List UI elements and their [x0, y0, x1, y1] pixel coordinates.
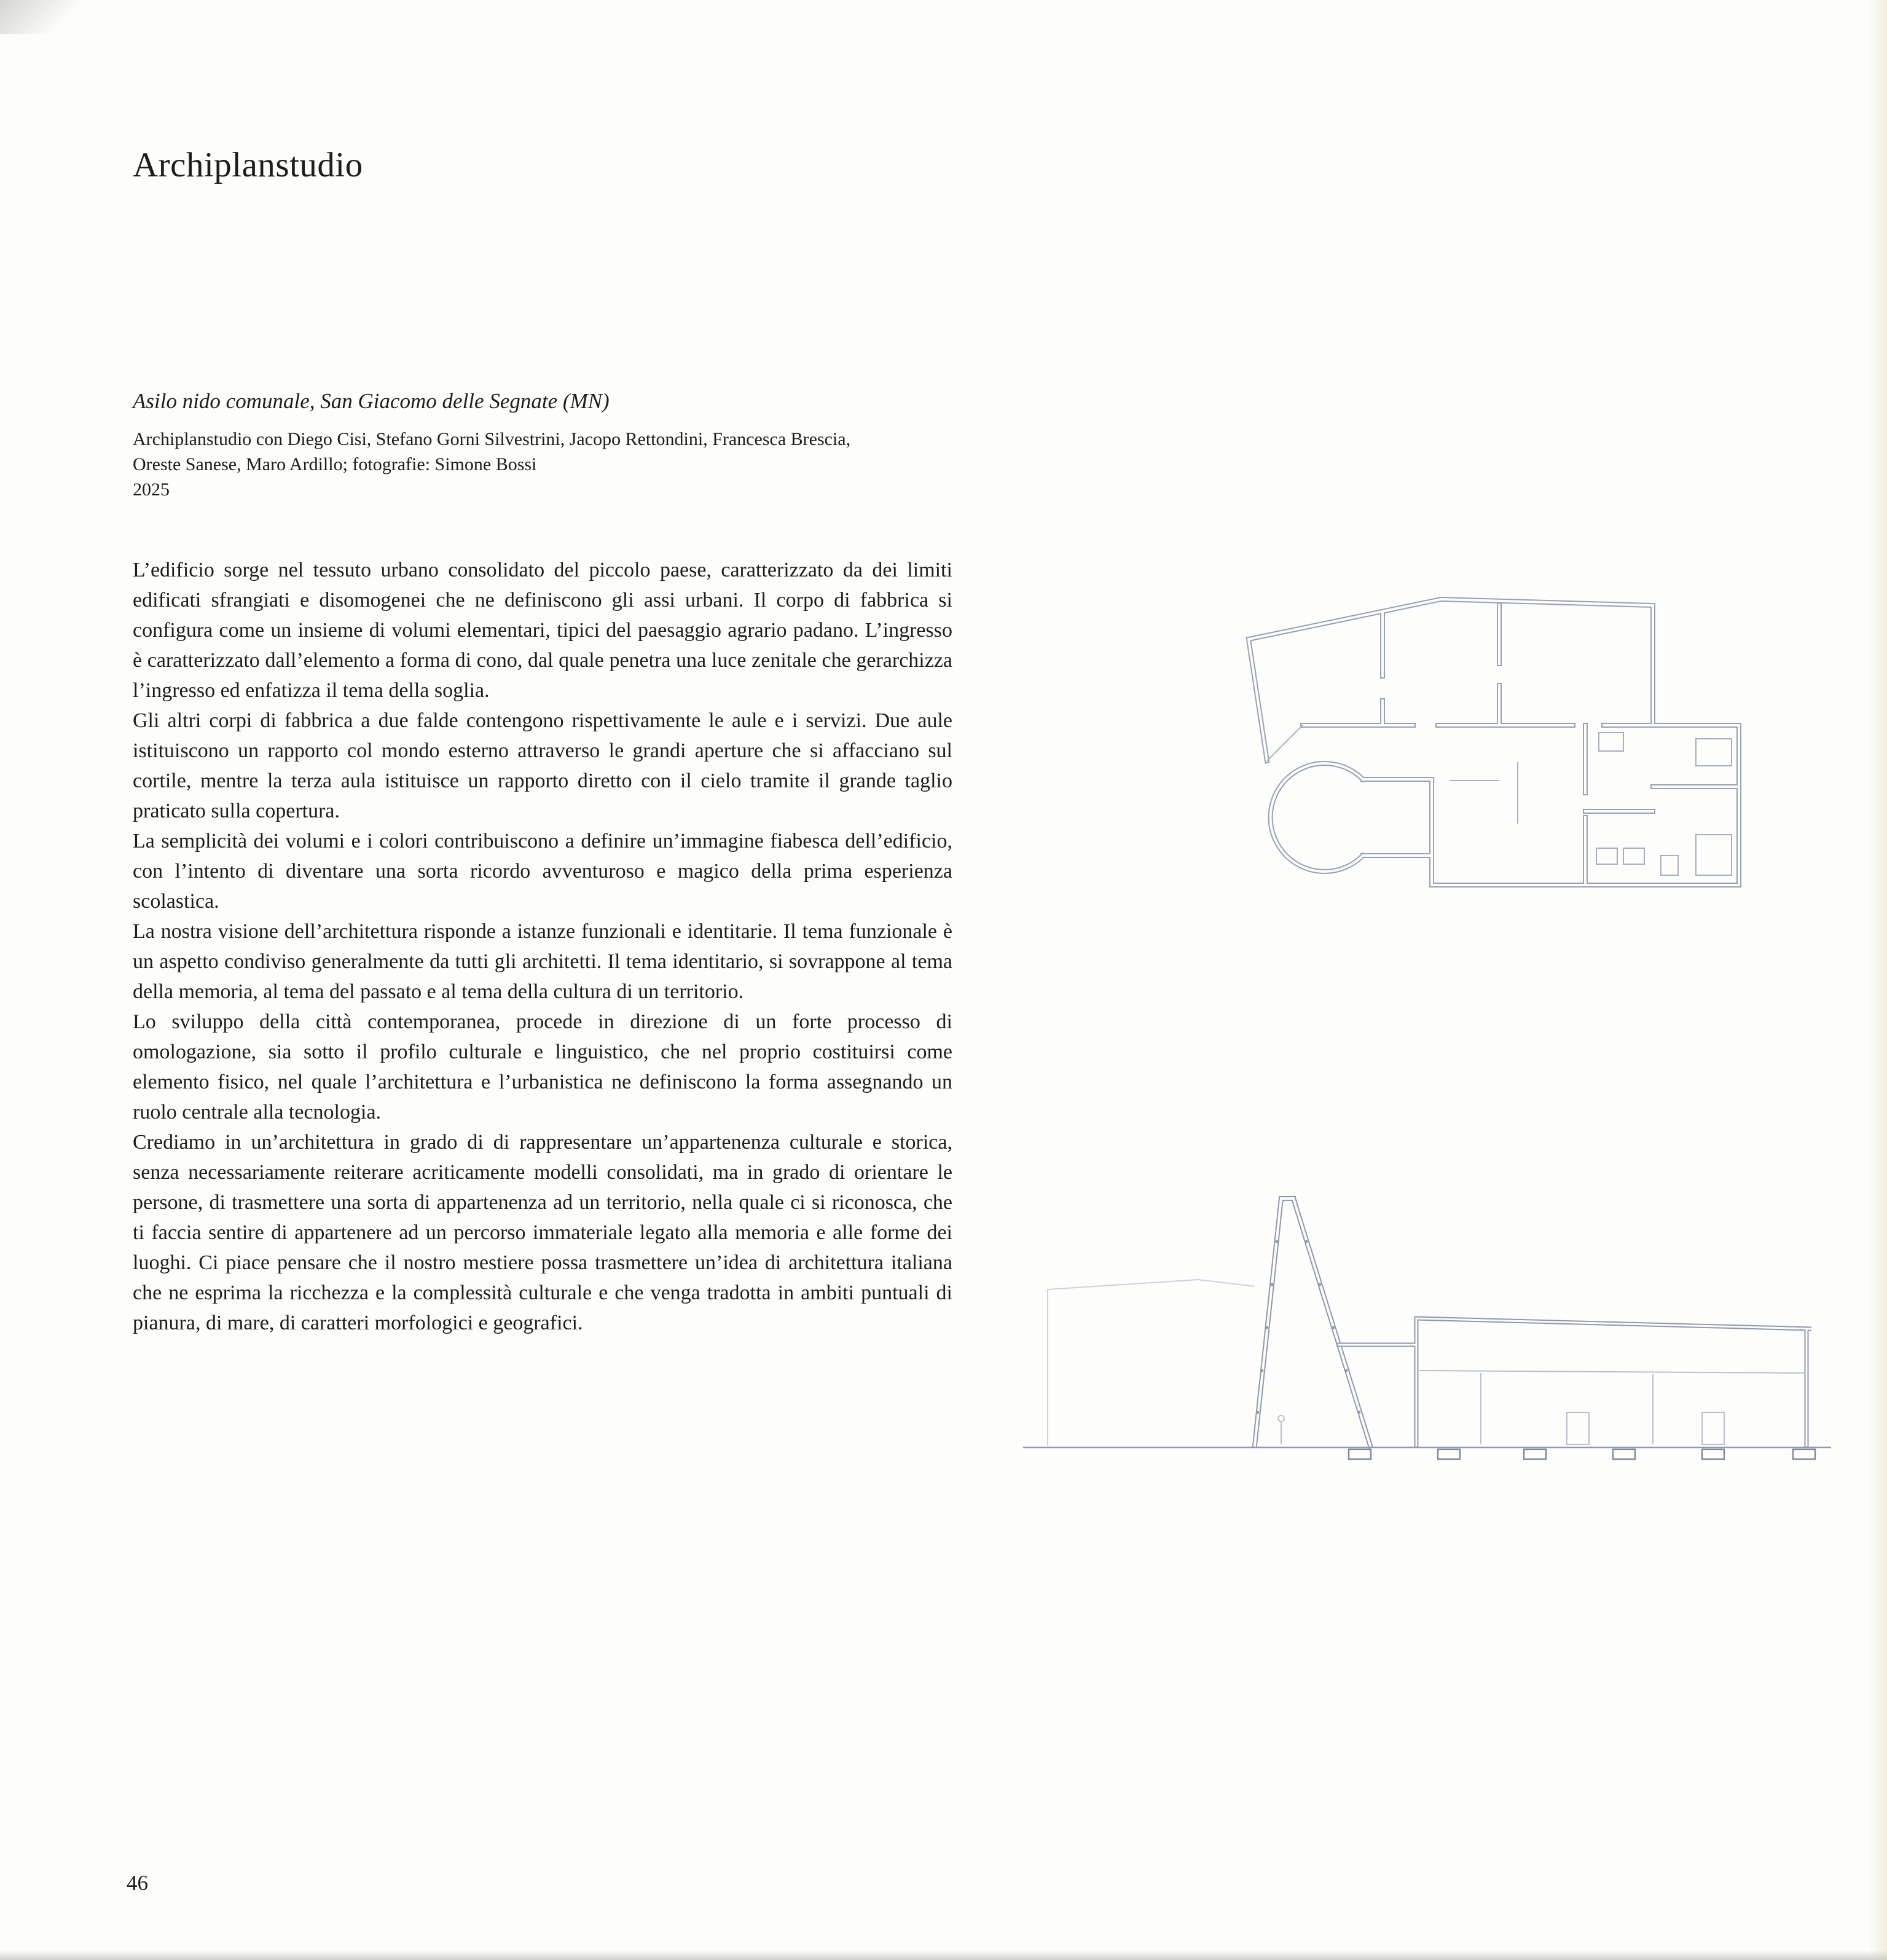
project-title: Asilo nido comunale, San Giacomo delle Segnate (MN) [133, 389, 610, 413]
body-paragraph: La semplicità dei volumi e i colori contribuiscono a definire un’immagine fiabesca dell’edificio, con l’intento di diventare una sorta ricordo avventuroso e magico della prima esperienza scolastica. [133, 830, 952, 913]
plan-walls-inner [1249, 599, 1739, 885]
section-main-building [1339, 1318, 1811, 1446]
body-paragraph: Gli altri corpi di fabbrica a due falde contengono rispettivamente le aule e i servizi. Due aule istituiscono un rapporto col mondo esterno attraverso le grandi aperture che si affacciano sul cortile, mentre la terza aula istituisce un rapporto diretto con il cielo tramite il grande taglio praticato sulla copertura. [133, 709, 952, 822]
body-paragraph: L’edificio sorge nel tessuto urbano consolidato del piccolo paese, caratterizzato da dei limiti edificati sfrangiati e disomogenei che ne definiscono gli assi urbani. Il corpo di fabbrica si configura come un insieme di volumi elementari, tipici del paesaggio agrario padano. L’ingresso è caratterizzato dall’elemento a forma di cono, dal quale penetra una luce zenitale che gerarchizza l’ingresso ed enfatizza il tema della soglia. [133, 559, 952, 702]
body-paragraph: Lo sviluppo della città contemporanea, procede in direzione di un forte processo di omologazione, sia sotto il profilo culturale e linguistico, che nel proprio costituirsi come elemento fisico, nel quale l’architettura e l’urbanistica ne definiscono la forma assegnando un ruolo centrale alla tecnologia. [133, 1010, 952, 1124]
section-footings [1349, 1449, 1815, 1459]
credits-line: Oreste Sanese, Maro Ardillo; fotografie: Simone Bossi [133, 454, 537, 474]
section-cone [1255, 1198, 1370, 1446]
floor-plan-figure [1229, 578, 1745, 910]
page-number: 46 [127, 1871, 148, 1895]
body-paragraph: Crediamo in un’architettura in grado di di rappresentare un’appartenenza culturale e storica, senza necessariamente reiterare acriticamente modelli consolidati, ma in grado di orientare le persone, di trasmettere una sorta di appartenenza ad un territorio, nella quale ci si riconosca, che ti faccia sentire di appartenere ad un percorso immateriale legato alla memoria e alle forme dei luoghi. Ci piace pensare che il nostro mestiere possa trasmettere un’idea di architettura italiana che ne esprima la ricchezza e la complessità culturale e che venga tradotta in ambiti puntuali di pianura, di mare, di caratteri morfologici e geografici. [133, 1131, 952, 1334]
floor-plan-drawing [1229, 578, 1745, 910]
credits-line: Archiplanstudio con Diego Cisi, Stefano Gorni Silvestrini, Jacopo Rettondini, Francesca Brescia, [133, 429, 851, 449]
scan-edge-bottom [0, 1950, 1887, 1960]
section-background-building [1048, 1280, 1255, 1446]
scan-edge-right [1869, 0, 1887, 1960]
project-year: 2025 [133, 479, 170, 500]
plan-fixtures [1267, 725, 1732, 875]
body-text [133, 555, 952, 1338]
credits-lines [133, 427, 850, 477]
credits-block [133, 427, 850, 502]
section-figure [1014, 1186, 1837, 1481]
section-drawing [1014, 1186, 1837, 1481]
scan-corner-top-left [0, 0, 92, 34]
page-title: Archiplanstudio [133, 146, 363, 185]
body-paragraph: La nostra visione dell’architettura risponde a istanze funzionali e identitarie. Il tema funzionale è un aspetto condiviso generalmente da tutti gli architetti. Il tema identitario, si sovrappone al tema della memoria, al tema del passato e al tema della cultura di un territorio. [133, 920, 952, 1003]
plan-walls-outer [1249, 599, 1739, 885]
